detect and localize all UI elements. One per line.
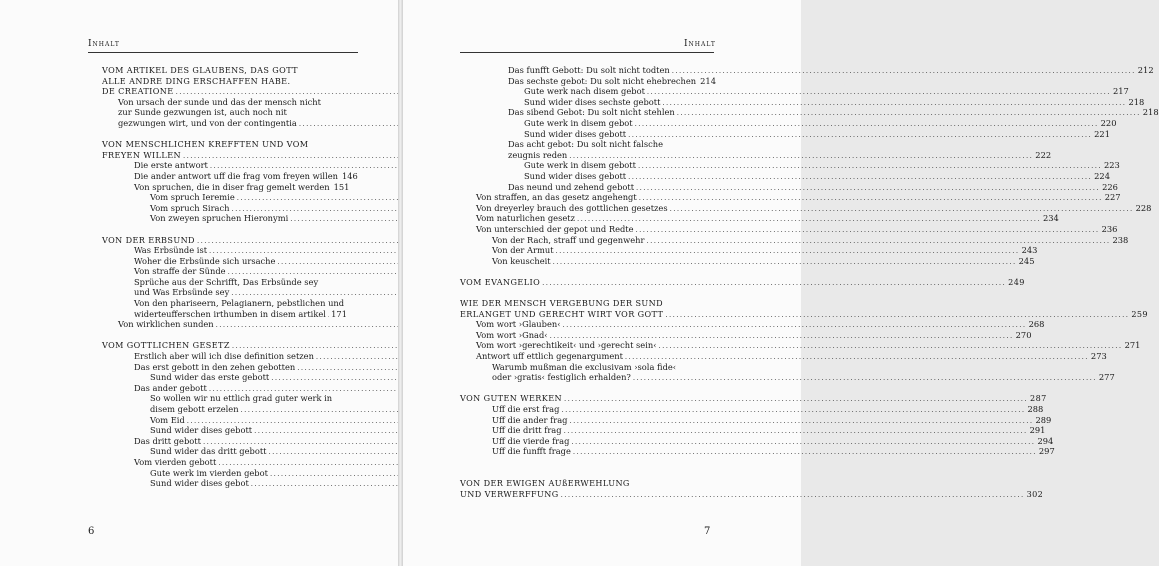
toc-spacer xyxy=(460,383,711,394)
toc-entry xyxy=(102,362,347,373)
dot-leader xyxy=(556,246,1020,257)
toc-entry-title: Vom spruch Sirach xyxy=(150,202,230,213)
toc-entry xyxy=(460,372,1115,383)
toc-page-number: 302 xyxy=(1026,488,1044,499)
toc-entry xyxy=(460,181,1118,193)
toc-entry xyxy=(102,393,347,404)
toc-entry xyxy=(102,160,347,171)
toc-entry xyxy=(460,192,1121,203)
toc-page-number: 220 xyxy=(1100,117,1117,128)
toc-section-line xyxy=(460,488,1044,500)
toc-entry xyxy=(460,96,1145,108)
toc-page-number: 214 xyxy=(700,75,716,86)
toc-entry xyxy=(460,75,716,87)
running-header: Inhalt xyxy=(684,39,716,49)
toc-entry xyxy=(102,319,347,330)
dot-leader xyxy=(571,437,1035,448)
toc-page-number: 271 xyxy=(1124,340,1141,351)
toc-entry-title: zeugnis reden xyxy=(508,149,568,160)
toc-entry-title: Das acht gebot: Du solt nicht falsche xyxy=(508,139,663,150)
dot-leader xyxy=(569,151,1033,162)
dot-leader xyxy=(542,278,1006,289)
dot-leader xyxy=(561,405,1025,416)
toc-page-number: 259 xyxy=(1131,308,1148,319)
toc-entry xyxy=(460,255,1035,267)
toc-entry-title: Von keuscheit xyxy=(492,255,551,266)
header-rule xyxy=(460,52,714,53)
toc-section-line xyxy=(102,65,347,76)
toc-entry xyxy=(460,139,711,150)
toc-entry-title: UND VERWERFFUNG xyxy=(460,488,559,499)
toc-entry xyxy=(102,287,347,298)
toc-entry-title: zur Sunde gezwungen ist, auch noch nit xyxy=(118,107,287,118)
toc-section-line xyxy=(460,298,711,309)
toc-entry xyxy=(460,170,1110,182)
toc-entry-title: Sund wider dises gebott xyxy=(150,425,253,436)
toc-entry-title: Vom naturlichen gesetz xyxy=(476,213,575,224)
toc-entry xyxy=(102,277,347,288)
toc-entry xyxy=(102,181,350,193)
toc-page-number: 268 xyxy=(1028,319,1045,330)
toc-entry xyxy=(102,256,347,267)
toc-entry xyxy=(460,117,1117,129)
toc-entry-title: ERLANGET UND GERECHT WIRT VOR GOTT xyxy=(460,308,664,319)
toc-entry-title: Vom wort ›Gnad‹ xyxy=(476,329,548,340)
toc-entry-title: widerteufferschen irthumben in disem artikel xyxy=(134,308,326,319)
dot-leader xyxy=(564,394,1028,405)
dot-leader xyxy=(646,236,1110,247)
toc-entry-title: Von straffen, an das gesetz angehengt xyxy=(476,192,637,203)
toc-page-number: 238 xyxy=(1112,234,1129,245)
toc-entry xyxy=(460,351,1107,362)
toc-entry xyxy=(460,425,1046,436)
toc-entry xyxy=(460,362,711,373)
toc-entry-title: Gute werk im vierden gebot xyxy=(150,467,268,478)
dot-leader xyxy=(563,320,1027,331)
toc-entry-title: Die erste antwort xyxy=(134,160,208,171)
toc-page-number: 243 xyxy=(1021,245,1038,256)
toc-entry xyxy=(460,435,1054,447)
toc-entry-title: Sund wider dises sechste gebott xyxy=(524,96,661,107)
toc-page-number: 226 xyxy=(1102,181,1118,192)
dot-leader xyxy=(639,193,1103,204)
toc-spacer xyxy=(460,468,711,479)
toc-entry-title: Sund wider das dritt gebott xyxy=(150,446,267,457)
toc-entry xyxy=(460,329,1032,341)
toc-page-number: 227 xyxy=(1104,192,1121,203)
toc-entry-title: Von unterschied der gepot und Redte xyxy=(476,223,634,234)
toc-entry-title: disem gebott erzelen xyxy=(150,404,239,414)
toc-entry-title: Sprüche aus der Schrifft, Das Erbsünde sey xyxy=(134,276,319,287)
toc-entry xyxy=(460,446,1055,457)
toc-entry-title: Uff die vierde frag xyxy=(492,435,570,446)
toc-entry xyxy=(460,107,1159,118)
toc-spacer xyxy=(460,457,711,468)
toc-entry-title: VON GUTEN WERKEN xyxy=(460,393,562,404)
toc-entry-title: Das sibend Gebot: Du solt nicht stehlen xyxy=(508,107,675,118)
dot-leader xyxy=(564,426,1028,437)
toc-entry-title: gezwungen wirt, und von der contingentia xyxy=(118,117,297,128)
toc-entry-title: Die ander antwort uff die frag vom freyen willen xyxy=(134,170,338,181)
toc-entry-title: VOM ARTIKEL DES GLAUBENS, DAS GOTT xyxy=(102,65,298,75)
toc-entry-title: Das funfft Gebott: Du solt nicht todten xyxy=(508,65,670,75)
toc-spacer xyxy=(460,287,711,298)
dot-leader xyxy=(635,119,1099,130)
page-number: 6 xyxy=(88,526,95,537)
right-page xyxy=(403,0,1159,566)
toc-entry xyxy=(460,213,1059,224)
running-header: Inhalt xyxy=(88,39,120,49)
toc-entry-title: Uff die ander frag xyxy=(492,414,568,425)
toc-entry-title: Von zweyen spruchen Hieronymi xyxy=(150,213,289,224)
toc-entry xyxy=(460,160,1120,171)
toc-entry-title: Uff die funfft frage xyxy=(492,446,571,457)
dot-leader xyxy=(561,490,1025,501)
toc-entry xyxy=(102,170,358,182)
toc-entry xyxy=(102,404,347,415)
toc-entry xyxy=(102,468,347,479)
toc-entry-title: VOM EVANGELIO xyxy=(460,276,541,287)
toc-page-number: 212 xyxy=(1137,65,1154,75)
toc-entry xyxy=(460,414,1052,426)
toc-entry xyxy=(102,436,347,447)
toc-entry xyxy=(102,213,347,224)
toc-entry xyxy=(102,457,347,468)
toc-entry-title: Von spruchen, die in diser frag gemelt werden xyxy=(134,181,330,192)
toc-entry-title: So wollen wir nu ettlich grad guter werk in xyxy=(150,393,333,404)
toc-section-line xyxy=(460,276,1025,288)
toc-entry-title: Das erst gebott in den zehen gebotten xyxy=(134,361,296,372)
toc-page-number: 222 xyxy=(1035,149,1052,160)
toc-entry-title: Von straffe der Sünde xyxy=(134,266,226,277)
dot-leader xyxy=(573,447,1037,458)
dot-leader xyxy=(636,225,1100,236)
toc-page-number: 289 xyxy=(1035,414,1052,425)
dot-leader xyxy=(628,172,1092,183)
toc-page-number: 217 xyxy=(1112,86,1129,97)
toc-section-line xyxy=(102,86,347,97)
toc-entry-title: Was Erbsünde ist xyxy=(134,245,208,256)
toc-entry xyxy=(460,128,1110,140)
toc-entry-title: Von den phariseern, Pelagianern, pebstlichen und xyxy=(134,298,345,309)
toc-entry xyxy=(460,223,1118,235)
toc-entry-title: Vom vierden gebott xyxy=(134,456,217,467)
toc-page-number: 146 xyxy=(341,170,358,181)
toc-entry xyxy=(102,97,347,108)
toc-entry-title: oder ›gratis‹ festiglich erhalden? xyxy=(492,372,631,383)
toc-entry xyxy=(102,478,347,489)
toc-section-line xyxy=(460,393,1047,404)
toc-entry-title: Sund wider das erste gebott xyxy=(150,372,270,383)
toc-section-line xyxy=(460,308,1148,320)
toc-entry xyxy=(102,372,347,383)
toc-entry xyxy=(460,65,1154,76)
page-number: 7 xyxy=(704,526,711,537)
toc-entry-title: Uff die dritt frag xyxy=(492,425,562,436)
dot-leader xyxy=(677,108,1141,119)
dot-leader xyxy=(628,130,1092,141)
toc-page-number: 218 xyxy=(1128,96,1145,107)
toc-entry-title: Sund wider dises gebot xyxy=(150,478,249,489)
toc-entry xyxy=(102,245,347,256)
dot-leader xyxy=(665,310,1129,321)
toc-entry-title: VON DER ERBSUND xyxy=(102,234,195,245)
toc-entry xyxy=(460,202,1152,214)
toc-entry xyxy=(102,192,347,203)
dot-leader xyxy=(672,66,1136,77)
toc-entry-title: Von wirklichen sunden xyxy=(118,319,214,330)
toc-entry-title: Gute werk in disem gebot xyxy=(524,117,633,128)
toc-entry-title: Sund wider dises gebott xyxy=(524,170,627,181)
toc-entry-title: Das sechste gebot: Du solt nicht ehebrechen xyxy=(508,75,697,86)
toc-entry-title: Von der Armut xyxy=(492,245,554,256)
toc-section-line xyxy=(102,139,347,150)
toc-section-line xyxy=(102,150,347,161)
toc-entry xyxy=(460,404,1044,415)
dot-leader xyxy=(328,310,329,321)
toc-entry-title: Uff die erst frag xyxy=(492,404,560,414)
toc-entry-title: WIE DER MENSCH VERGEBUNG DER SUND xyxy=(460,298,664,309)
toc-entry xyxy=(102,309,347,320)
toc-entry-title: Gute werk nach disem gebot xyxy=(524,86,645,97)
toc-entry-title: Vom wort ›gerechtikeit‹ und ›gerecht sein‹ xyxy=(476,340,657,351)
toc-page-number: 291 xyxy=(1029,425,1046,436)
table-of-contents xyxy=(102,65,358,489)
toc-entry-title: Vom Eid xyxy=(150,414,185,425)
toc-entry xyxy=(102,203,347,214)
toc-entry xyxy=(102,446,347,457)
toc-page-number: 294 xyxy=(1037,435,1054,446)
toc-page-number: 228 xyxy=(1135,202,1152,213)
dot-leader xyxy=(633,373,1097,384)
toc-entry-title: Warumb mußman die exclusivam ›sola fide‹ xyxy=(492,361,677,372)
toc-section-line xyxy=(102,235,347,246)
dot-leader xyxy=(670,204,1134,215)
toc-entry-title: und Was Erbsünde sey xyxy=(134,287,230,298)
toc-entry-title: VON DER EWIGEN AUßERWEHLUNG xyxy=(460,478,630,489)
toc-entry-title: ALLE ANDRE DING ERSCHAFFEN HABE. xyxy=(102,75,291,86)
toc-entry xyxy=(460,86,1129,97)
dot-leader xyxy=(647,87,1111,98)
toc-page-number: 221 xyxy=(1094,128,1110,139)
toc-spacer xyxy=(102,129,347,140)
header-rule xyxy=(88,52,358,53)
toc-entry xyxy=(102,415,347,426)
dot-leader xyxy=(625,352,1089,363)
dot-leader xyxy=(662,98,1126,109)
dot-leader xyxy=(636,183,1100,194)
toc-entry-title: Vom spruch Ieremie xyxy=(150,192,235,203)
toc-entry xyxy=(102,351,347,362)
toc-entry xyxy=(102,383,347,394)
toc-entry-title: Von ursach der sunde und das der mensch nicht xyxy=(118,96,321,107)
toc-page-number: 218 xyxy=(1142,107,1159,118)
toc-page-number: 270 xyxy=(1015,329,1032,340)
toc-page-number: 224 xyxy=(1094,170,1110,181)
toc-section-line xyxy=(460,478,711,489)
toc-entry-title: Das ander gebott xyxy=(134,382,207,393)
dot-leader xyxy=(553,257,1017,268)
toc-entry xyxy=(102,107,347,118)
toc-entry-title: DE CREATIONE xyxy=(102,86,174,97)
dot-leader xyxy=(577,214,1041,225)
toc-entry-title: Das neund und zehend gebott xyxy=(508,181,635,192)
toc-entry xyxy=(102,425,347,436)
toc-page-number: 171 xyxy=(331,308,347,319)
toc-entry xyxy=(460,340,1141,351)
toc-page-number: 151 xyxy=(333,181,350,192)
toc-section-line xyxy=(102,76,347,87)
toc-spacer xyxy=(102,224,347,235)
toc-section-line xyxy=(102,340,347,351)
toc-entry-title: Von der Rach, straff und gegenwehr xyxy=(492,234,645,245)
toc-page-number: 288 xyxy=(1027,404,1044,414)
table-of-contents xyxy=(460,65,1159,499)
toc-spacer xyxy=(102,330,347,341)
toc-page-number: 277 xyxy=(1098,372,1115,383)
toc-entry xyxy=(460,234,1129,246)
toc-entry-title: Sund wider dises gebott xyxy=(524,128,627,139)
toc-page-number: 297 xyxy=(1038,446,1055,457)
toc-entry-title: Erstlich aber will ich dise definition setzen xyxy=(134,351,314,362)
toc-page-number: 223 xyxy=(1103,160,1120,171)
left-page xyxy=(0,0,398,566)
toc-entry xyxy=(460,319,1045,330)
toc-entry-title: FREYEN WILLEN xyxy=(102,149,181,160)
toc-entry-title: VON MENSCHLICHEN KREFFTEN UND VOM xyxy=(102,139,309,150)
toc-page-number: 287 xyxy=(1030,393,1047,404)
toc-entry xyxy=(460,245,1038,256)
toc-entry xyxy=(102,266,347,277)
toc-page-number: 245 xyxy=(1018,255,1035,266)
toc-entry-title: Das dritt gebott xyxy=(134,435,201,446)
dot-leader xyxy=(569,416,1033,427)
toc-entry-title: Vom wort ›Glauben‹ xyxy=(476,319,561,330)
toc-entry xyxy=(102,118,347,129)
toc-entry-title: Antwort uff ettlich gegenargument xyxy=(476,351,623,362)
toc-entry-title: Woher die Erbsünde sich ursache xyxy=(134,255,276,266)
toc-spacer xyxy=(460,266,711,277)
toc-page-number: 273 xyxy=(1090,351,1107,362)
toc-page-number: 236 xyxy=(1101,223,1118,234)
toc-entry xyxy=(102,298,347,309)
dot-leader xyxy=(659,341,1123,352)
toc-page-number: 249 xyxy=(1008,276,1025,287)
toc-entry-title: Von dreyerley brauch des gottlichen gesetzes xyxy=(476,202,668,213)
toc-entry-title: VOM GOTTLICHEN GESETZ xyxy=(102,340,230,351)
toc-page-number: 234 xyxy=(1042,213,1059,224)
toc-entry xyxy=(460,149,1052,161)
dot-leader xyxy=(638,161,1102,172)
toc-entry-title: Gute werk in disem gebott xyxy=(524,160,636,171)
